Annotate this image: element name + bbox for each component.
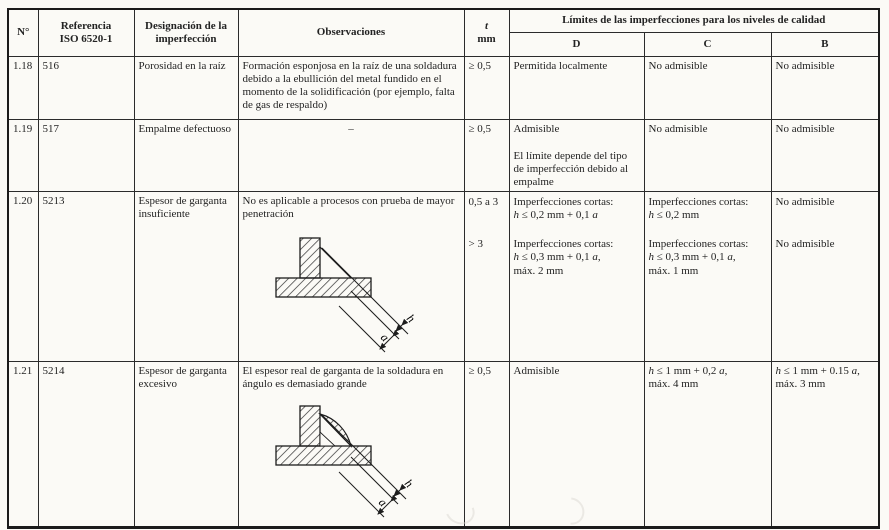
cell-1-18-no: 1.18 [8, 56, 38, 119]
cell-1-19-level-d: Admisible El límite depende del tipo de imperfección debido al empalme [509, 119, 644, 192]
svg-text:a: a [375, 494, 391, 509]
header-level-b: B [771, 32, 879, 56]
cell-1-18-level-c: No admisible [644, 56, 771, 119]
cell-1-18-designation: Porosidad en la raíz [134, 56, 238, 119]
header-designation: Designación de la imperfección [134, 9, 238, 56]
header-limits-group: Límites de las imperfecciones para los niveles de calidad [509, 9, 879, 32]
cell-1-21-t: ≥ 0,5 [464, 362, 509, 527]
cell-1-19-designation: Empalme defectuoso [134, 119, 238, 192]
fillet-weld-excessive-throat-diagram [275, 402, 427, 524]
cell-1-21-level-b: h ≤ 1 mm + 0.15 a, máx. 3 mm [771, 362, 879, 527]
cell-1-21-level-c: h ≤ 1 mm + 0,2 a, máx. 4 mm [644, 362, 771, 527]
cell-1-20-no: 1.20 [8, 192, 38, 362]
cell-1-20-level-c: Imperfecciones cortas: h ≤ 0,2 mm Imperfecciones cortas: h ≤ 0,3 mm + 0,1 a, máx. 1 mm [644, 192, 771, 362]
table-row-1-19 [8, 119, 879, 192]
cell-1-19-no: 1.19 [8, 119, 38, 192]
header-row-1 [8, 9, 879, 32]
cell-1-18-observations: Formación esponjosa en la raíz de una soldadura debido a la ebullición del metal fundido en el momento de la solidificación (por ejemplo, falta de gas de respaldo) [238, 56, 464, 119]
imperfection-limits-table [7, 8, 880, 529]
cell-1-20-level-d: Imperfecciones cortas: h ≤ 0,2 mm + 0,1 a Imperfecciones cortas: h ≤ 0,3 mm + 0,1 a, máx. 2 mm [509, 192, 644, 362]
cell-1-19-level-c: No admisible [644, 119, 771, 192]
cell-1-20-designation: Espesor de garganta insuficiente [134, 192, 238, 362]
table-row-1-18 [8, 56, 879, 119]
cell-1-18-level-d: Permitida localmente [509, 56, 644, 119]
header-no: N° [8, 9, 38, 56]
header-observations: Observaciones [238, 9, 464, 56]
svg-text:h: h [401, 475, 417, 490]
cell-1-19-ref: 517 [38, 119, 134, 192]
cell-1-18-level-b: No admisible [771, 56, 879, 119]
cell-1-21-level-d: Admisible [509, 362, 644, 527]
header-thickness: t mm [464, 9, 509, 56]
cell-1-21-designation: Espesor de garganta excesivo [134, 362, 238, 527]
header-level-d: D [509, 32, 644, 56]
fillet-weld-insufficient-throat-diagram [275, 232, 427, 358]
table-row-1-21 [8, 362, 879, 527]
cell-1-21-observations: El espesor real de garganta de la soldadura en ángulo es demasiado grande h a [238, 362, 464, 527]
cell-1-18-t: ≥ 0,5 [464, 56, 509, 119]
table-row-1-20 [8, 192, 879, 362]
cell-1-21-ref: 5214 [38, 362, 134, 527]
svg-text:h: h [403, 310, 419, 325]
cell-1-19-observations: – [238, 119, 464, 192]
cell-1-19-t: ≥ 0,5 [464, 119, 509, 192]
cell-1-20-observations: No es aplicable a procesos con prueba de mayor penetración h a [238, 192, 464, 362]
standards-table-page [7, 8, 880, 529]
cell-1-20-level-b: No admisible No admisible [771, 192, 879, 362]
header-level-c: C [644, 32, 771, 56]
svg-text:a: a [377, 329, 393, 344]
cell-1-21-no: 1.21 [8, 362, 38, 527]
cell-1-20-t: 0,5 a 3 > 3 [464, 192, 509, 362]
cell-1-18-ref: 516 [38, 56, 134, 119]
cell-1-19-level-b: No admisible [771, 119, 879, 192]
cell-1-20-ref: 5213 [38, 192, 134, 362]
header-reference: Referencia ISO 6520-1 [38, 9, 134, 56]
